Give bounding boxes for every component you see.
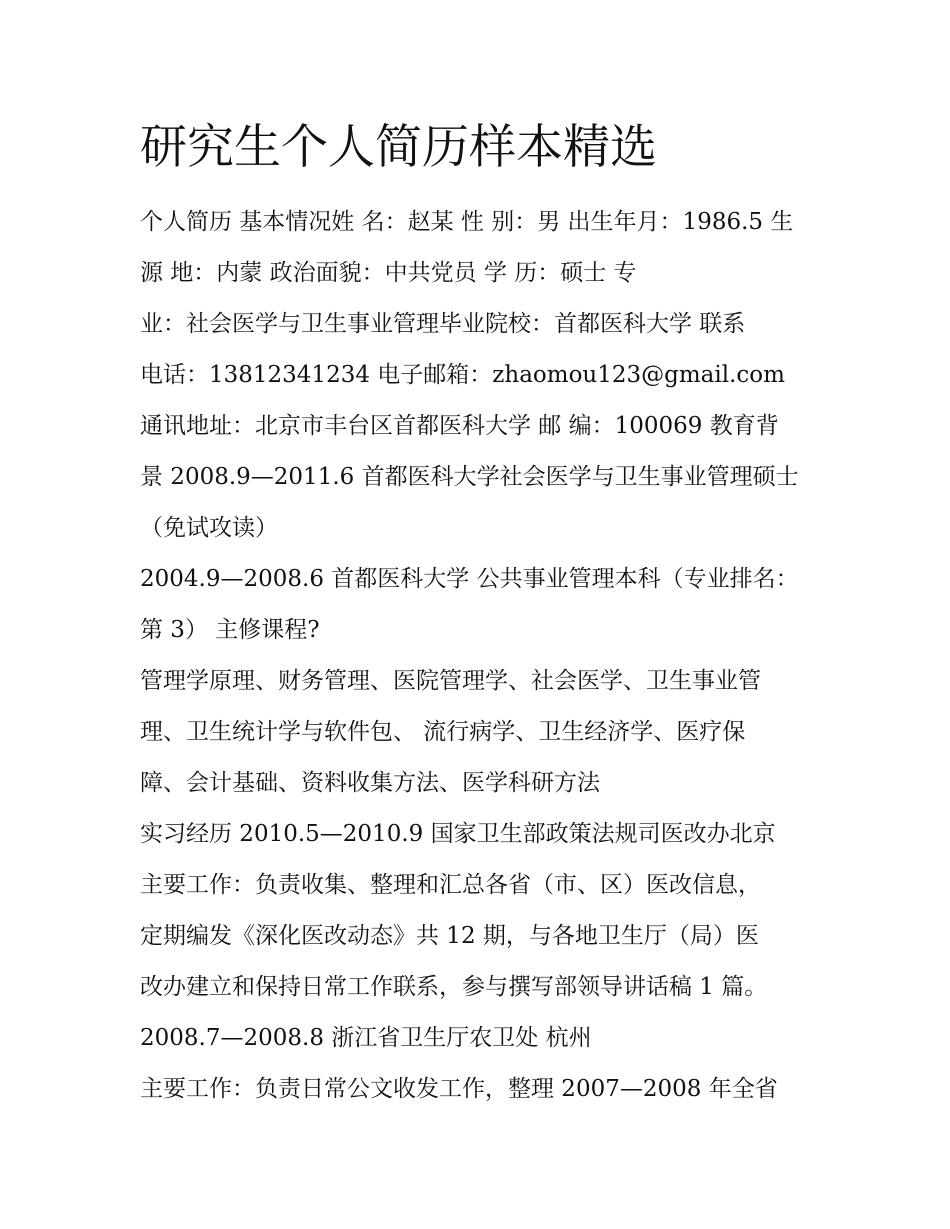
body-line: （免试攻读）	[140, 515, 278, 541]
body-line: 通讯地址：北京市丰台区首都医科大学 邮 编：100069 教育背	[140, 413, 779, 439]
body-line: 业：社会医学与卫生事业管理毕业院校：首都医科大学 联系	[140, 311, 746, 337]
body-line: 2004.9—2008.6 首都医科大学 公共事业管理本科（专业排名：	[140, 566, 799, 592]
body-line: 第 3） 主修课程?	[140, 617, 320, 643]
body-line: 实习经历 2010.5—2010.9 国家卫生部政策法规司医改办北京	[140, 821, 776, 847]
body-line: 主要工作：负责日常公文收发工作，整理 2007—2008 年全省	[140, 1076, 778, 1102]
body-line: 改办建立和保持日常工作联系，参与撰写部领导讲话稿 1 篇。	[140, 974, 768, 1000]
body-line: 2008.7—2008.8 浙江省卫生厅农卫处 杭州	[140, 1025, 592, 1051]
document-title: 研究生个人简历样本精选	[140, 120, 657, 175]
body-line: 管理学原理、财务管理、医院管理学、社会医学、卫生事业管	[140, 668, 761, 694]
body-line: 理、卫生统计学与软件包、 流行病学、卫生经济学、医疗保	[140, 719, 746, 745]
body-line: 个人简历 基本情况姓 名：赵某 性 别：男 出生年月：1986.5 生	[140, 209, 794, 235]
body-line: 定期编发《深化医改动态》共 12 期，与各地卫生厅（局）医	[140, 923, 759, 949]
body-line: 电话：13812341234 电子邮箱：zhaomou123@gmail.com	[140, 362, 785, 388]
body-line: 主要工作：负责收集、整理和汇总各省（市、区）医改信息，	[140, 872, 761, 898]
body-line: 景 2008.9—2011.6 首都医科大学社会医学与卫生事业管理硕士	[140, 464, 799, 490]
body-line: 障、会计基础、资料收集方法、医学科研方法	[140, 770, 600, 796]
body-line: 源 地：内蒙 政治面貌：中共党员 学 历：硕士 专	[140, 260, 637, 286]
